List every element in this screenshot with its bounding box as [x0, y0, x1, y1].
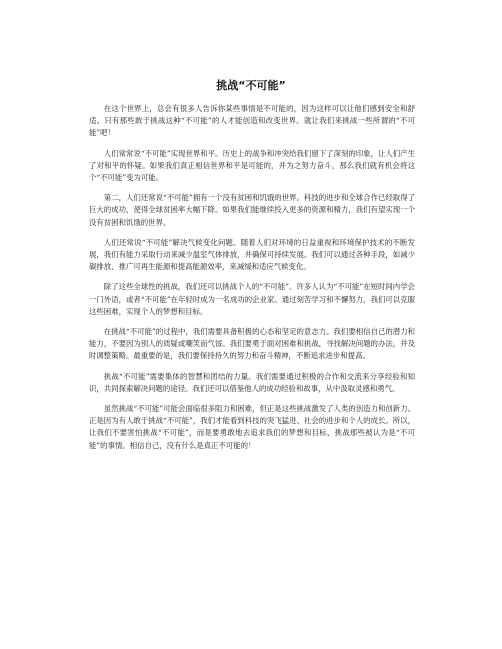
paragraph-2: 人们常常说“不可能”实现世界和平。历史上的战争和冲突给我们留下了深刻的印象，让人们产生了对和平的怀疑。如果我们真正相信世界和平是可能的，并为之努力奋斗，那么我们就有机会将这个“不可能”变为可能。 — [89, 148, 415, 183]
paragraph-1: 在这个世界上，总会有很多人告诉你某些事情是不可能的，因为这样可以让他们感到安全和舒适。只有那些敢于挑战这种“不可能”的人才能创造和改变世界。就让我们来挑战一些所谓的“不可能”吧！ — [89, 104, 415, 138]
paragraph-6: 在挑战“不可能”的过程中，我们需要具备积极的心态和坚定的意志力。我们要相信自己的潜力和能力，不要因为别人的质疑或嘲笑而气馁。我们要勇于面对困难和挑战，寻找解决问题的办法，并及时调整策略。最重要的是，我们要保持持久的努力和奋斗精神，不断追求进步和提高。 — [89, 327, 415, 361]
paragraph-8: 虽然挑战“不可能”可能会面临很多阻力和困难，但正是这些挑战激发了人类的创造力和创新力。正是因为有人敢于挑战“不可能”，我们才能看到科技的突飞猛进、社会的进步和个人的成长。所以，让我们不要害怕挑战“不可能”，而是要勇敢地去追求我们的梦想和目标，挑战那些被认为是“不可能”的事情。相信自己，没有什么是真正不可能的！ — [89, 404, 415, 450]
paragraph-4: 人们还常说“不可能”解决气候变化问题。随着人们对环境的日益重视和环境保护技术的不断发展，我们有能力采取行动来减少温室气体排放，并确保可持续发展。我们可以通过各种手段，如减少碳排放、推广可再生能源和提高能源效率，来减缓和适应气候变化。 — [89, 237, 415, 272]
document-body — [89, 103, 415, 460]
paragraph-7: 挑战“不可能”需要集体的智慧和团结的力量。我们需要通过积极的合作和交流来分享经验和知识，共同探索解决问题的途径。我们还可以借鉴他人的成功经验和故事，从中汲取灵感和勇气。 — [89, 371, 415, 393]
paragraph-3: 第二，人们还常说“不可能”拥有一个没有贫困和饥饿的世界。科技的进步和全球合作已经取得了巨大的成功，使得全球贫困率大幅下降。如果我们能继续投入更多的资源和精力，我们有望实现一个没有贫困和饥饿的世界。 — [89, 193, 415, 227]
paragraph-5: 除了这些全球性的挑战，我们还可以挑战个人的“不可能”。许多人认为“不可能”在短时间内学会一门外语，或者“不可能”在年轻时成为一名成功的企业家。通过刻苦学习和不懈努力，我们可以克服这些困难，实现个人的梦想和目标。 — [89, 282, 415, 316]
document-title: 挑战“不可能” — [216, 79, 286, 92]
